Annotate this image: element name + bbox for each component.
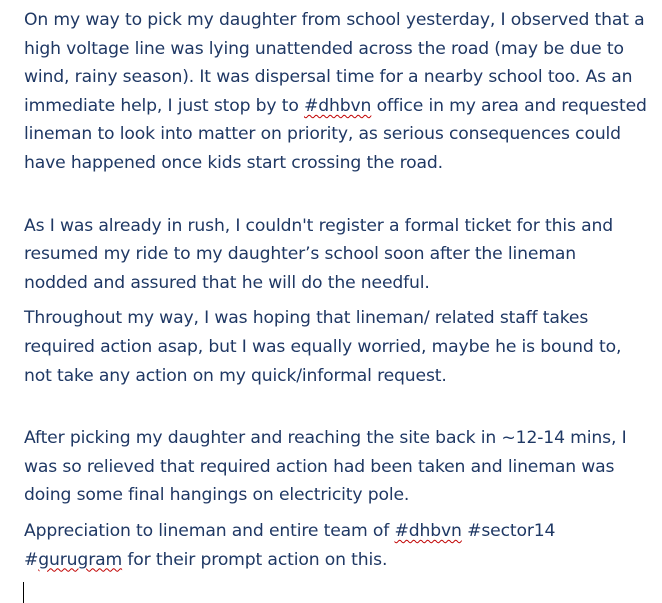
- text-run: immediate help, I just stop by to: [24, 95, 305, 116]
- text-run: for their prompt action on this.: [122, 549, 388, 570]
- text-line: was so relieved that required action had been taken and lineman was: [24, 456, 615, 477]
- text-run: #sector14: [461, 520, 556, 541]
- text-line: [24, 546, 652, 575]
- paragraph-2: [24, 212, 652, 298]
- text-line: resumed my ride to my daughter’s school soon after the lineman: [24, 244, 577, 265]
- misspelled-word-dhbvn[interactable]: #dhbvn: [394, 520, 462, 541]
- paragraph-3: [24, 304, 652, 390]
- text-run: Appreciation to lineman and entire team of: [24, 520, 395, 541]
- text-run: office in my area and requested: [371, 95, 647, 116]
- misspelled-word-gurugram[interactable]: gurugram: [38, 549, 123, 570]
- paragraph-4: [24, 424, 652, 510]
- empty-paragraph: [24, 178, 652, 212]
- text-line: lineman to look into matter on priority, as serious consequences could: [24, 124, 621, 145]
- text-line: [24, 92, 652, 121]
- text-line: not take any action on my quick/informal request.: [24, 365, 447, 386]
- text-line: [24, 517, 652, 546]
- text-line: nodded and assured that he will do the needful.: [24, 272, 430, 293]
- paragraph-spacing: [24, 510, 652, 517]
- text-line: After picking my daughter and reaching the site back in ~12-14 mins, I: [24, 428, 627, 449]
- text-cursor: [23, 582, 24, 603]
- paragraph-spacing: [24, 297, 652, 304]
- text-line: required action asap, but I was equally worried, maybe he is bound to,: [24, 336, 622, 357]
- text-run: #: [24, 549, 39, 570]
- text-line: high voltage line was lying unattended across the road (may be due to: [24, 38, 624, 59]
- paragraph-1: [24, 6, 652, 178]
- text-line: As I was already in rush, I couldn't register a formal ticket for this and: [24, 215, 613, 236]
- paragraph-5: [24, 517, 652, 574]
- text-line: have happened once kids start crossing the road.: [24, 152, 443, 173]
- misspelled-word-dhbvn[interactable]: #dhbvn: [304, 95, 372, 116]
- empty-paragraph: [24, 390, 652, 424]
- text-line: doing some final hangings on electricity pole.: [24, 485, 410, 506]
- text-line: Throughout my way, I was hoping that lineman/ related staff takes: [24, 308, 589, 329]
- text-line: On my way to pick my daughter from school yesterday, I observed that a: [24, 10, 645, 30]
- text-line: wind, rainy season). It was dispersal time for a nearby school too. As an: [24, 67, 633, 88]
